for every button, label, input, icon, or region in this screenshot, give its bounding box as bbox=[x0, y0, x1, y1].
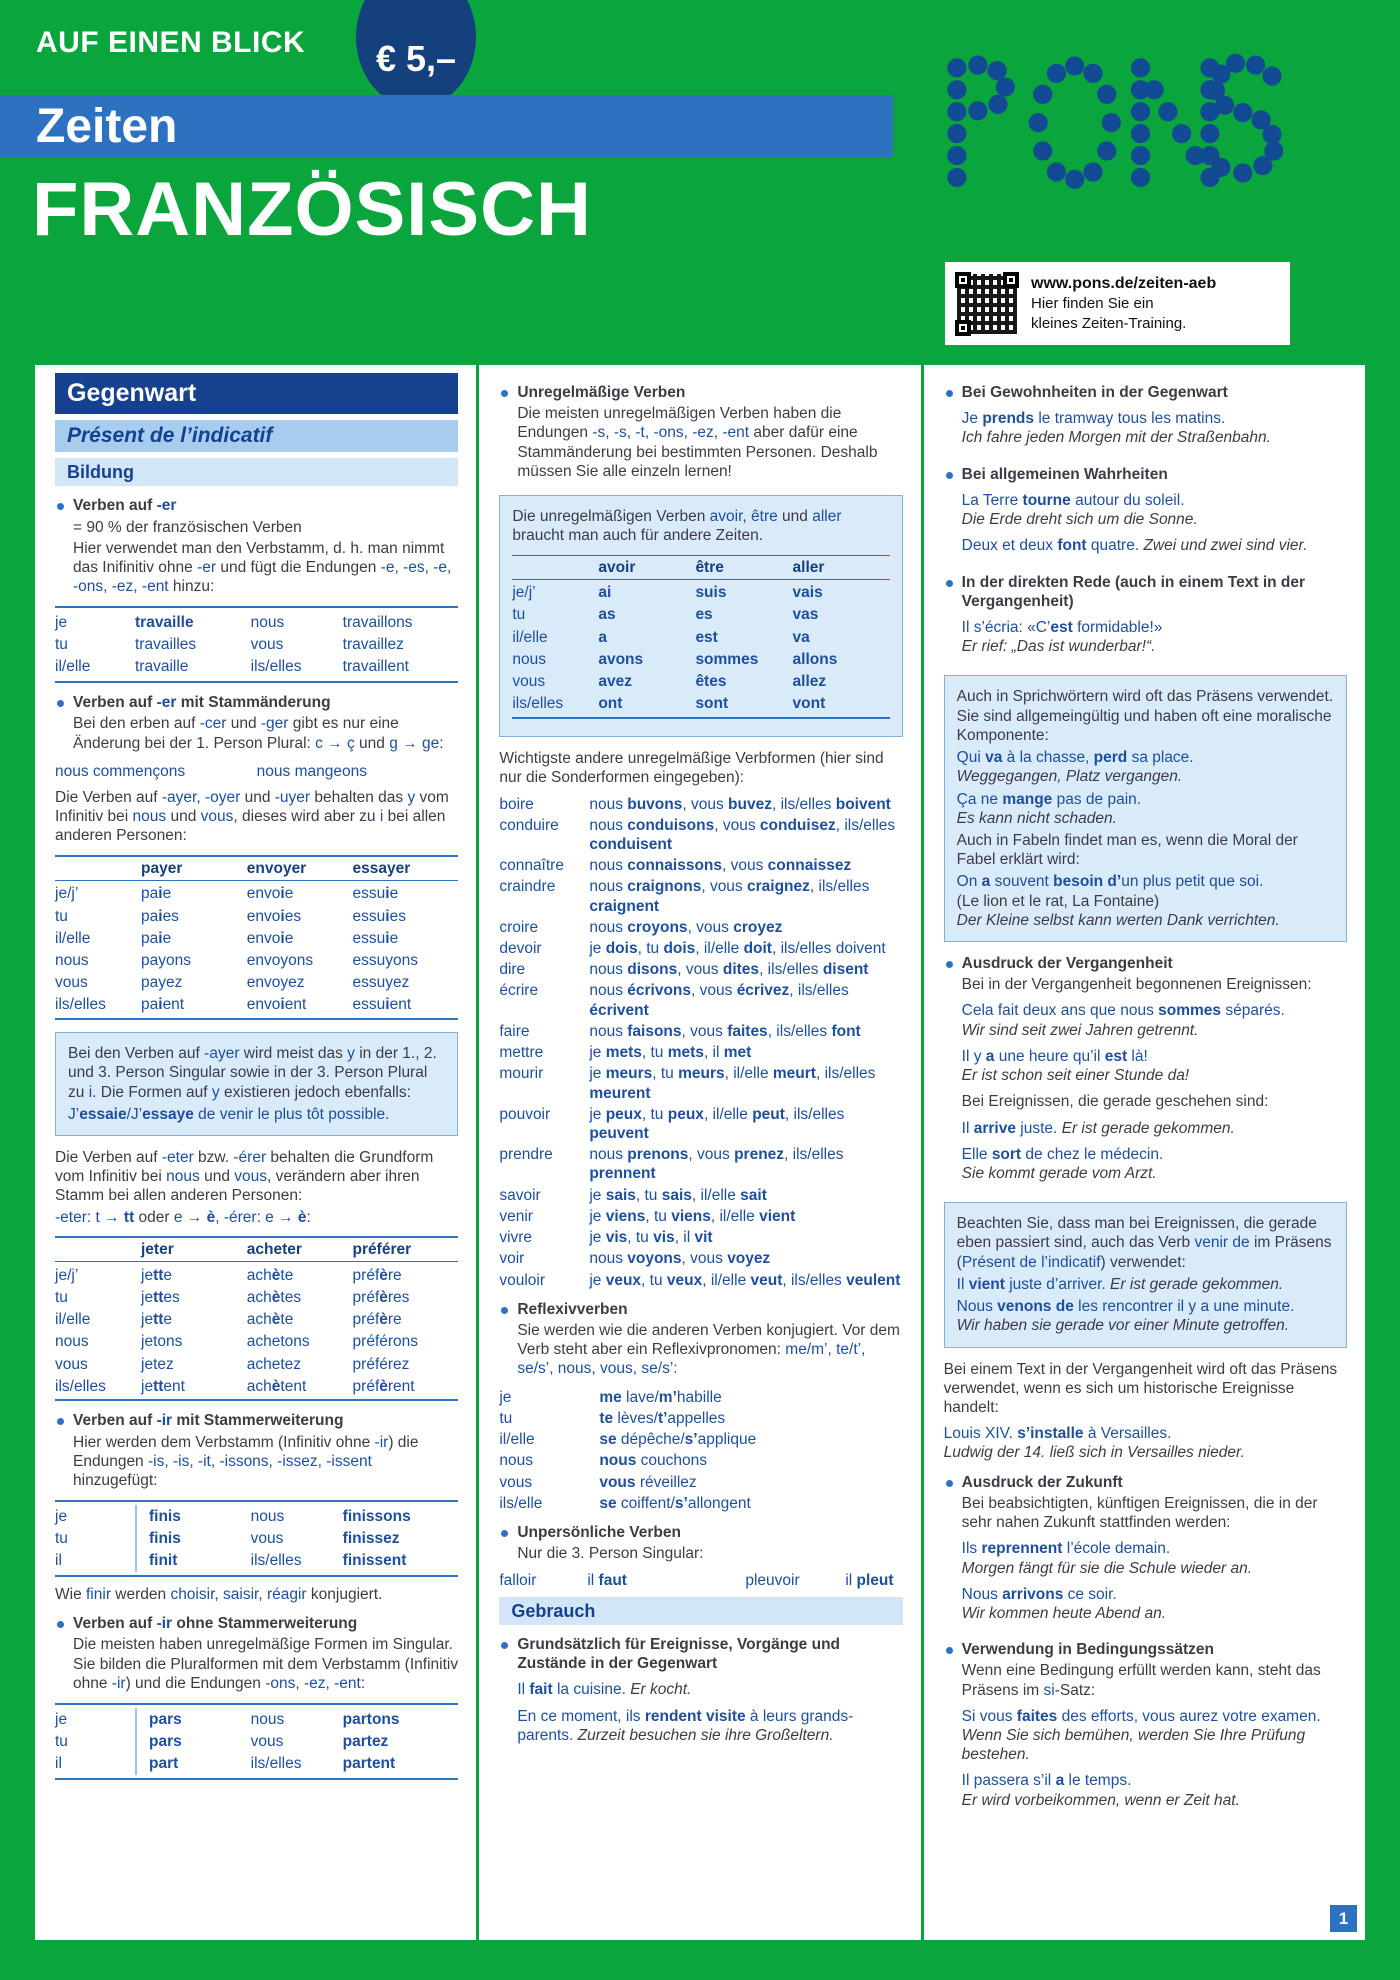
table-payer-envoyer-essayer bbox=[55, 855, 458, 1021]
infinitive: faire bbox=[499, 1022, 530, 1040]
verb-form: achète bbox=[246, 1311, 294, 1329]
info-box-sprichwoerter: Auch in Sprichwörtern wird oft das Präsens verwendet. Sie sind allgemeingültig und haben oft eine moralische Komponente: Qui va à la chasse, perd sa place. Weggegangen, Platz vergangen. Ça ne mange pas de pain. Es kann nicht schaden. Auch in Fabeln findet man es, wenn die Moral der Fabel erklärt wird: On a souvent besoin d’un plus petit que soi. (Le lion et le rat, La Fontaine) Der Kleine selbst kann werten Dank verrichten. bbox=[944, 675, 1347, 942]
verb-form: préfère bbox=[352, 1266, 402, 1284]
verb-form: envoient bbox=[246, 996, 307, 1014]
verb-forms: nous croyons, vous croyez bbox=[589, 918, 783, 936]
pronoun: je/j’ bbox=[55, 1266, 79, 1284]
infinitive: savoir bbox=[499, 1186, 541, 1204]
pronoun: tu bbox=[55, 907, 68, 925]
pronoun: ils/elle bbox=[499, 1494, 543, 1512]
verb-forms: nous voyons, vous voyez bbox=[589, 1250, 771, 1268]
verb-form: achète bbox=[246, 1266, 294, 1284]
topic-ausdruck-vergangenheit: Ausdruck der Vergangenheit Bei in der Vergangenheit begonnenen Ereignissen: Cela fait deux ans que nous sommes séparés. Wir sind seit zwei Jahren getrennt. Il y a une heure qu’il est là! Er ist schon seit einer Stunde da! Bei Ereignissen, die gerade geschehen sind: Il arrive juste. Er ist gerade gekommen. Elle sort de chez le médecin. Sie kommt gerade vom Arzt. bbox=[944, 954, 1347, 1190]
infinitive: vouloir bbox=[499, 1271, 545, 1289]
pronoun: vous bbox=[499, 1473, 533, 1491]
verb-form: finissons bbox=[342, 1507, 411, 1525]
verb-form: jetons bbox=[141, 1333, 183, 1351]
infinitive: craindre bbox=[499, 878, 556, 896]
column-bildung bbox=[35, 365, 476, 1940]
qr-url: www.pons.de/zeiten-aeb bbox=[1031, 274, 1217, 292]
info-box-avoir-etre-aller: Die unregelmäßigen Verben avoir, être und aller braucht man auch für andere Zeiten. avoir être aller je/j’ ai suis vais tu as es vas il/elle a est va nous avons sommes allons vous avez êtes allez ils/elles ont sont vont bbox=[499, 495, 902, 737]
pronoun: nous bbox=[499, 1452, 533, 1470]
paragraph-historische-ereignisse: Bei einem Text in der Vergangenheit wird oft das Präsens verwendet, wenn es sich um historische Ereignisse handelt: bbox=[943, 1360, 1338, 1416]
verb-form: jette bbox=[141, 1266, 173, 1284]
verb-forms: je dois, tu dois, il/elle doit, ils/elles doivent bbox=[589, 940, 886, 958]
bullet-icon bbox=[946, 472, 953, 479]
verb-form: se dépêche/s’applique bbox=[599, 1431, 757, 1449]
verb-form: vas bbox=[792, 606, 819, 624]
verb-form: allez bbox=[792, 673, 827, 691]
pronoun: ils/elles bbox=[250, 658, 302, 676]
verb-form: préfère bbox=[352, 1311, 402, 1329]
verb-form: achetez bbox=[246, 1355, 302, 1373]
verb-form: as bbox=[598, 606, 616, 624]
pronoun: vous bbox=[250, 1530, 284, 1548]
verb-form: pars bbox=[135, 1730, 251, 1752]
pronoun: nous bbox=[55, 1333, 89, 1351]
verb-form: travaille bbox=[135, 658, 189, 676]
verb-form: envoie bbox=[246, 929, 294, 947]
verb-form: me lave/m’habille bbox=[599, 1388, 722, 1406]
infinitive: voir bbox=[499, 1250, 525, 1268]
pronoun: nous bbox=[512, 650, 546, 668]
verb-form: travaillent bbox=[342, 658, 409, 676]
pronoun: nous bbox=[250, 1710, 285, 1728]
infinitive: prendre bbox=[499, 1146, 553, 1164]
verb-form: se coiffent/s’allongent bbox=[599, 1494, 751, 1512]
infinitive: pouvoir bbox=[499, 1105, 551, 1123]
verb-form: partons bbox=[342, 1710, 400, 1728]
verb-form: te lèves/t’appelles bbox=[599, 1409, 726, 1427]
verb-form: envoie bbox=[246, 885, 294, 903]
pronoun: tu bbox=[55, 1288, 68, 1306]
verb-forms: je sais, tu sais, il/elle sait bbox=[589, 1186, 767, 1204]
verb-form: paies bbox=[141, 907, 179, 925]
topic-verben-er: Verben auf -er = 90 % der französischen Verben Hier verwendet man den Verbstamm, d. h. man nimmt das Inifinitiv ohne -er und fügt die Endungen -e, -es, -e, -ons, -ez, -ent hinzu: bbox=[55, 496, 458, 598]
pronoun: il/elle bbox=[512, 628, 548, 646]
verb-form: jettent bbox=[141, 1377, 185, 1395]
pronoun: il bbox=[55, 1755, 62, 1772]
verb-form: vais bbox=[792, 584, 823, 602]
verb-form: achetons bbox=[246, 1333, 310, 1351]
verb-forms: nous écrivons, vous écrivez, ils/elles écrivent bbox=[589, 982, 849, 1019]
verb-form: allons bbox=[792, 650, 838, 668]
paragraph-sonderformen: Wichtigste andere unregelmäßige Verbformen (hier sind nur die Sonderformen eingegeben): bbox=[499, 750, 884, 787]
pronoun: ils/elles bbox=[250, 1755, 302, 1772]
verb-form: achètes bbox=[246, 1288, 302, 1306]
verb-form: avons bbox=[598, 650, 644, 668]
verb-forms: nous buvons, vous buvez, ils/elles boivent bbox=[589, 795, 891, 813]
pronoun: je/j’ bbox=[55, 885, 79, 903]
verb-form: préférez bbox=[352, 1355, 410, 1373]
verb-form: envoies bbox=[246, 907, 302, 925]
verb-form: paie bbox=[141, 929, 172, 947]
irregular-verb-list bbox=[499, 795, 902, 1290]
table-header: payer envoyer essayer bbox=[55, 855, 458, 881]
verb-forms: nous connaissons, vous connaissez bbox=[589, 857, 852, 875]
verb-form: finis bbox=[135, 1505, 251, 1527]
infinitive: boire bbox=[499, 795, 534, 813]
reflexive-table bbox=[499, 1388, 902, 1513]
pronoun: nous bbox=[250, 1507, 285, 1525]
pronoun: ils/elles bbox=[55, 996, 106, 1014]
example-commencer-manger: nous commençons nous mangeons bbox=[55, 762, 367, 780]
verb-form: finit bbox=[135, 1550, 251, 1572]
bullet-icon bbox=[501, 1530, 508, 1537]
topic-ir-ohne-stammerweiterung: Verben auf -ir ohne Stammerweiterung Die meisten haben unregelmäßige Formen im Singular. Sie bilden die Pluralformen mit dem Verbstamm (Infinitiv ohne -ir) und die Endungen -ons, -ez, -ent: bbox=[55, 1614, 458, 1695]
verb-forms: je mets, tu mets, il met bbox=[589, 1044, 752, 1062]
verb-form: partez bbox=[342, 1732, 389, 1750]
topic-gewohnheiten: Bei Gewohnheiten in der Gegenwart Je prends le tramway tous les matins. Ich fahre jeden Morgen mit der Straßenbahn. bbox=[944, 383, 1347, 455]
paragraph-ayer: Die Verben auf -ayer, -oyer und -uyer behalten das y vom Infinitiv bei nous und vous, dieses wird aber zu i bei allen anderen Personen: bbox=[55, 788, 449, 845]
topic-grundsaetzlich: Grundsätzlich für Ereignisse, Vorgänge und Zustände in der Gegenwart Il fait la cuisine. Er kocht. En ce moment, ils rendent visite à leurs grands-parents. Zurzeit besuchen sie ihre Großeltern. bbox=[499, 1635, 902, 1752]
pronoun: ils/elles bbox=[250, 1552, 302, 1570]
impersonal-verbs-row: falloir il faut pleuvoir il pleut bbox=[499, 1572, 894, 1590]
qr-text bbox=[1031, 274, 1216, 334]
bullet-icon bbox=[946, 580, 953, 587]
bullet-icon bbox=[946, 961, 953, 968]
verb-forms: je vis, tu vis, il vit bbox=[589, 1229, 713, 1247]
verb-form: finissent bbox=[342, 1552, 407, 1570]
table-avoir-etre-aller bbox=[512, 555, 889, 720]
price-label: € 5,– bbox=[375, 38, 457, 79]
infinitive: mettre bbox=[499, 1044, 544, 1062]
verb-forms: je viens, tu viens, il/elle vient bbox=[589, 1207, 796, 1225]
infinitive: connaître bbox=[499, 857, 564, 875]
verb-forms: nous craignons, vous craignez, ils/elles craignent bbox=[589, 878, 870, 915]
topic-ausdruck-zukunft: Ausdruck der Zukunft Bei beabsichtigten, künftigen Ereignissen, die in der sehr nahen Zukunft stattfinden werden: Ils reprennent l’école demain. Morgen fängt für sie die Schule wieder an. Nous arrivons ce soir. Wir kommen heute Abend an. bbox=[944, 1473, 1347, 1631]
bullet-icon bbox=[501, 390, 508, 397]
verb-form: préfèrent bbox=[352, 1377, 415, 1395]
bullet-icon bbox=[946, 390, 953, 397]
verb-forms: je veux, tu veux, il/elle veut, ils/elles veulent bbox=[589, 1271, 901, 1289]
pronoun: je bbox=[55, 1507, 68, 1525]
verb-form: payez bbox=[141, 974, 183, 992]
verb-form: avez bbox=[598, 673, 632, 691]
section-header-gegenwart: Gegenwart bbox=[55, 373, 458, 414]
infinitive: écrire bbox=[499, 982, 539, 1000]
column-gebrauch bbox=[924, 365, 1365, 1940]
bullet-icon bbox=[57, 503, 64, 510]
verb-form: es bbox=[695, 606, 713, 624]
topic-direkte-rede: In der direkten Rede (auch in einem Text in der Vergangenheit) Il s’écria: «C’est formidable!» Er rief: „Das ist wunderbar!“. bbox=[944, 573, 1347, 664]
verb-form: finis bbox=[135, 1528, 251, 1550]
table-finir bbox=[55, 1500, 458, 1577]
table-travailler bbox=[55, 606, 458, 683]
paragraph-eter-erer: Die Verben auf -eter bzw. -érer behalten die Grundform vom Infinitiv bei nous und vous, verändern aber ihren Stamm bei allen anderen Personen: bbox=[55, 1149, 434, 1205]
verb-forms: nous faisons, vous faites, ils/elles font bbox=[589, 1022, 861, 1040]
verb-form: paient bbox=[141, 996, 185, 1014]
verb-form: pars bbox=[135, 1708, 251, 1730]
verb-form: est bbox=[695, 628, 718, 646]
bullet-icon bbox=[946, 1647, 953, 1654]
pronoun: vous bbox=[250, 636, 284, 654]
pronoun: je bbox=[499, 1388, 512, 1406]
verb-form: envoyez bbox=[246, 974, 305, 992]
table-header: avoir être aller bbox=[512, 555, 889, 580]
verb-forms: nous prenons, vous prenez, ils/elles prennent bbox=[589, 1146, 844, 1183]
verb-form: êtes bbox=[695, 673, 727, 691]
verb-form: part bbox=[135, 1753, 251, 1775]
verb-form: vont bbox=[792, 695, 826, 713]
qr-panel bbox=[945, 262, 1290, 345]
infinitive: mourir bbox=[499, 1065, 544, 1083]
pronoun: vous bbox=[250, 1732, 284, 1750]
infinitive: dire bbox=[499, 961, 526, 979]
table-jeter-acheter-preferer bbox=[55, 1236, 458, 1402]
verb-form: travaillez bbox=[342, 636, 404, 654]
verb-form: travaillons bbox=[342, 613, 413, 631]
verb-form: paie bbox=[141, 885, 172, 903]
verb-form: essuie bbox=[352, 885, 399, 903]
verb-form: ai bbox=[598, 584, 612, 602]
pronoun: je bbox=[55, 613, 68, 631]
pronoun: vous bbox=[55, 974, 88, 992]
verb-forms: je peux, tu peux, il/elle peut, ils/elles peuvent bbox=[589, 1105, 845, 1142]
verb-form: nous couchons bbox=[599, 1452, 708, 1470]
infinitive: vivre bbox=[499, 1229, 533, 1247]
info-box-venir-de: Beachten Sie, dass man bei Ereignissen, die gerade eben passiert sind, auch das Verb venir de im Präsens (Présent de l’indicatif) verwendet: Il vient juste d’arriver. Er ist gerade gekommen. Nous venons de les rencontrer il y a une minute. Wir haben sie gerade vor einer Minute getroffen. bbox=[944, 1202, 1347, 1347]
verb-form: essuient bbox=[352, 996, 412, 1014]
infinitive: conduire bbox=[499, 816, 559, 834]
bullet-icon bbox=[57, 700, 64, 707]
pronoun: il/elle bbox=[55, 1311, 91, 1329]
topic-ir-mit-stammerweiterung: Verben auf -ir mit Stammerweiterung Hier werden dem Verbstamm (Infinitiv ohne -ir) die Endungen -is, -is, -it, -issons, -issez, -issent hinzugefügt: bbox=[55, 1411, 458, 1492]
verb-form: préférons bbox=[352, 1333, 419, 1351]
verb-form: jettes bbox=[141, 1288, 180, 1306]
table-partir bbox=[55, 1703, 458, 1780]
topic-unpersoenliche-verben: Unpersönliche Verben Nur die 3. Person Singular: bbox=[499, 1523, 902, 1565]
topic-unregelmaessige-verben: Unregelmäßige Verben Die meisten unregelmäßigen Verben haben die Endungen -s, -s, -t, -ons, -ez, -ent aber dafür eine Stammänderung bei bestimmten Personen. Deshalb müssen Sie alle einzeln lernen! bbox=[499, 383, 902, 483]
verb-form: ont bbox=[598, 695, 623, 713]
verb-form: sont bbox=[695, 695, 729, 713]
content-area bbox=[35, 365, 1365, 1940]
pons-logo-icon bbox=[945, 52, 1283, 197]
pronoun: il/elle bbox=[55, 929, 91, 947]
verb-form: suis bbox=[695, 584, 727, 602]
page-number: 1 bbox=[1330, 1905, 1357, 1932]
subsection-present-indicatif: Présent de l’indicatif bbox=[55, 420, 458, 452]
pronoun: vous bbox=[55, 1355, 88, 1373]
column-unregelmaessig bbox=[479, 365, 920, 1940]
pronoun: il/elle bbox=[55, 658, 91, 676]
verb-forms: nous disons, vous dites, ils/elles disent bbox=[589, 961, 869, 979]
table-header: jeter acheter préférer bbox=[55, 1236, 458, 1262]
verb-form: finissez bbox=[342, 1530, 400, 1548]
infinitive: croire bbox=[499, 918, 539, 936]
pronoun: il bbox=[55, 1552, 62, 1570]
pronoun: tu bbox=[55, 1530, 68, 1548]
pronoun: je/j’ bbox=[512, 584, 536, 602]
example-louis: Louis XIV. s’installe à Versailles. Ludwig der 14. ließ sich in Versailles nieder. bbox=[943, 1425, 1245, 1462]
topic-allgemeine-wahrheiten: Bei allgemeinen Wahrheiten La Terre tourne autour du soleil. Die Erde dreht sich um die Sonne. Deux et deux font quatre. Zwei und zwei sind vier. bbox=[944, 465, 1347, 563]
verb-form: essuies bbox=[352, 907, 406, 925]
verb-forms: nous conduisons, vous conduisez, ils/elles conduisent bbox=[589, 816, 896, 853]
pronoun: tu bbox=[499, 1409, 513, 1427]
info-box-ayer: Bei den Verben auf -ayer wird meist das y in der 1., 2. und 3. Person Singular sowie in der 3. Person Plural zu i. Die Formen auf y existieren jedoch ebenfalls: J’essaie/J’essaye de venir le plus tôt possible. bbox=[55, 1032, 458, 1136]
topic-reflexivverben: Reflexivverben Sie werden wie die anderen Verben konjugiert. Vor dem Verb steht aber ein Reflexivpronomen: me/m’, te/t’, se/s’, nous, vous, se/s’: bbox=[499, 1300, 902, 1381]
pronoun: je bbox=[55, 1710, 68, 1728]
page-title: FRANZÖSISCH bbox=[32, 167, 592, 252]
verb-form: essuyez bbox=[352, 974, 410, 992]
qr-line2: kleines Zeiten-Training. bbox=[1031, 314, 1187, 332]
topic-stammaenderung: Verben auf -er mit Stammänderung Bei den erben auf -cer und -ger gibt es nur eine Änderung bei der 1. Person Plural: c → ç und g → ge: bbox=[55, 693, 458, 755]
verb-form: a bbox=[598, 628, 607, 646]
pronoun: ils/elles bbox=[512, 695, 564, 713]
pronoun: tu bbox=[512, 606, 526, 624]
price-badge bbox=[356, 0, 476, 108]
pronoun: vous bbox=[512, 673, 546, 691]
bullet-icon bbox=[501, 1642, 508, 1649]
pronoun: nous bbox=[55, 952, 89, 969]
verb-form: jetez bbox=[141, 1355, 174, 1373]
pronoun: nous bbox=[250, 613, 285, 631]
verb-form: travaille bbox=[135, 613, 194, 631]
subsection-bildung: Bildung bbox=[55, 458, 458, 486]
verb-form: partent bbox=[342, 1755, 396, 1772]
verb-form: essuie bbox=[352, 929, 399, 947]
pronoun: tu bbox=[55, 636, 68, 654]
verb-form: préfères bbox=[352, 1288, 410, 1306]
paragraph-wie-finir: Wie finir werden choisir, saisir, réagir konjugiert. bbox=[55, 1585, 383, 1603]
bullet-icon bbox=[57, 1621, 64, 1628]
qr-line1: Hier finden Sie ein bbox=[1031, 295, 1154, 313]
pronoun: ils/elles bbox=[55, 1377, 106, 1395]
verb-form: travailles bbox=[135, 636, 197, 654]
qr-code-icon bbox=[955, 272, 1019, 336]
paragraph-eter-rule: -eter: t → tt oder e → è, -érer: e → è: bbox=[55, 1208, 311, 1226]
verb-form: payons bbox=[141, 952, 191, 969]
series-tagline: AUF EINEN BLICK bbox=[36, 26, 306, 59]
series-title: Zeiten bbox=[36, 100, 178, 153]
verb-form: essuyons bbox=[352, 952, 419, 969]
verb-forms: je meurs, tu meurs, il/elle meurt, ils/elles meurent bbox=[589, 1065, 876, 1102]
verb-form: jette bbox=[141, 1311, 173, 1329]
series-band bbox=[0, 95, 893, 158]
infinitive: devoir bbox=[499, 940, 542, 958]
verb-form: achètent bbox=[246, 1377, 307, 1395]
topic-bedingungssaetze: Verwendung in Bedingungssätzen Wenn eine Bedingung erfüllt werden kann, steht das Präsens im si-Satz: Si vous faites des efforts, vous aurez votre examen. Wenn Sie sich bemühen, werden Sie Ihre Prüfung bestehen. Il passera s’il a le temps. Er wird vorbeikommen, wenn er Zeit hat. bbox=[944, 1640, 1347, 1817]
bullet-icon bbox=[946, 1480, 953, 1487]
infinitive: venir bbox=[499, 1207, 533, 1225]
verb-form: sommes bbox=[695, 650, 759, 668]
verb-form: vous réveillez bbox=[599, 1473, 697, 1491]
bullet-icon bbox=[57, 1418, 64, 1425]
subsection-gebrauch: Gebrauch bbox=[499, 1597, 902, 1625]
pronoun: tu bbox=[55, 1732, 68, 1750]
verb-form: envoyons bbox=[246, 952, 314, 969]
bullet-icon bbox=[501, 1307, 508, 1314]
verb-form: va bbox=[792, 628, 810, 646]
pronoun: il/elle bbox=[499, 1431, 535, 1449]
